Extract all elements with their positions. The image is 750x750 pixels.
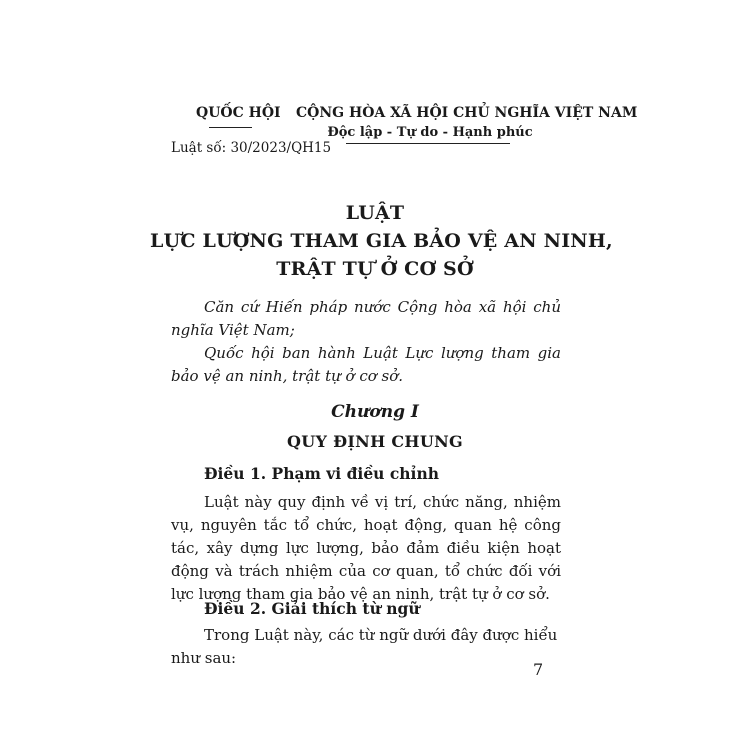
article-2-text: Trong Luật này, các từ ngữ dưới đây được hiểu như sau: xyxy=(171,626,558,667)
motto-underline xyxy=(346,143,510,144)
law-title-line-2: TRẬT TỰ Ở CƠ SỞ xyxy=(276,258,474,280)
issuing-agency: QUỐC HỘI xyxy=(196,105,281,121)
preamble-enactment: Quốc hội ban hành Luật Lực lượng tham gia bảo vệ an ninh, trật tự ở cơ sở. xyxy=(171,344,561,385)
chapter-title: QUY ĐỊNH CHUNG xyxy=(287,432,463,451)
agency-underline xyxy=(209,127,252,128)
chapter-label: Chương I xyxy=(331,402,419,422)
national-motto: Độc lập - Tự do - Hạnh phúc xyxy=(327,125,533,140)
law-number: Luật số: 30/2023/QH15 xyxy=(171,140,332,156)
law-title-line-1: LỰC LƯỢNG THAM GIA BẢO VỆ AN NINH, xyxy=(150,230,613,252)
preamble-basis: Căn cứ Hiến pháp nước Cộng hòa xã hội chủ nghĩa Việt Nam; xyxy=(171,298,561,339)
article-1-heading: Điều 1. Phạm vi điều chỉnh xyxy=(204,464,439,483)
article-1-text: Luật này quy định về vị trí, chức năng, nhiệm vụ, nguyên tắc tổ chức, hoạt động, quan hệ công tác, xây dựng lực lượng, bảo đảm điều kiện hoạt động và trách nhiệm của cơ quan, tổ chức đối với lực lượng tham gia bảo vệ an ninh, trật tự ở cơ sở. xyxy=(171,493,561,603)
page-number: 7 xyxy=(533,660,544,679)
country-name: CỘNG HÒA XÃ HỘI CHỦ NGHĨA VIỆT NAM xyxy=(296,105,638,121)
document-type: LUẬT xyxy=(345,202,405,224)
article-2-heading: Điều 2. Giải thích từ ngữ xyxy=(204,599,420,618)
